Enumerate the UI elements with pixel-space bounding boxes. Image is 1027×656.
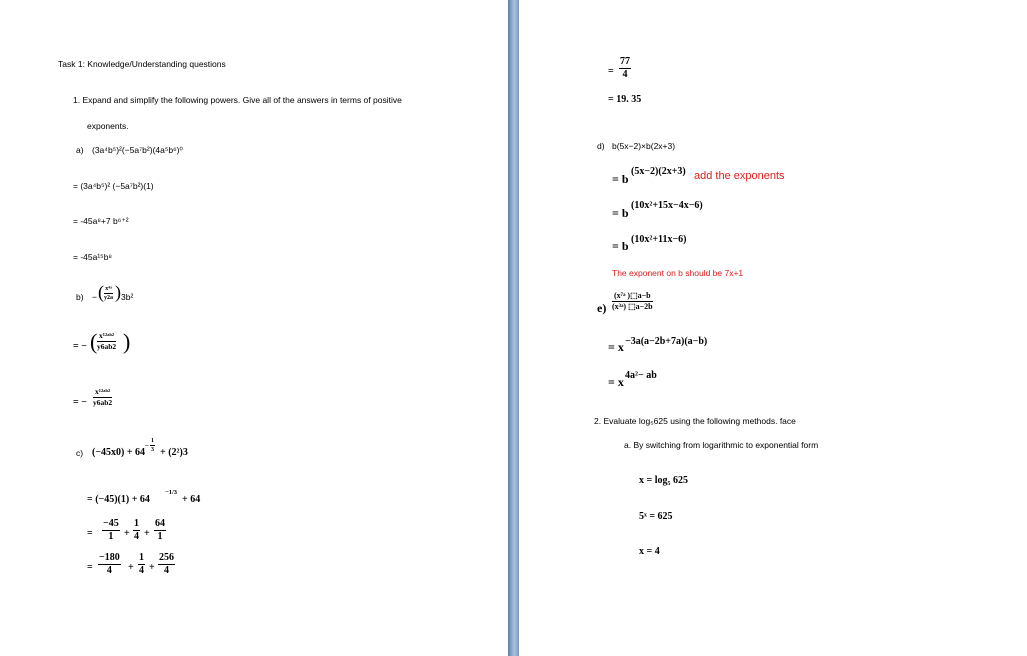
denominator: 4	[139, 565, 144, 576]
numerator: 1	[134, 518, 139, 529]
part-e-step-1: = x	[608, 340, 624, 354]
part-e-step-2: = x	[608, 375, 624, 389]
part-b-step-2-numerator: x¹²ᵃᵇ²	[93, 388, 112, 398]
part-e-fraction	[612, 292, 653, 311]
part-c-tail: + (2²)3	[160, 447, 188, 458]
open-paren: (	[98, 282, 104, 302]
part-c-exponent-numerator: 1	[151, 438, 154, 444]
numerator: 1	[139, 552, 144, 563]
page-divider	[508, 0, 519, 656]
open-paren: (	[90, 329, 98, 354]
numerator: −45	[103, 518, 119, 529]
part-d-label: d)	[597, 141, 605, 151]
part-c-exponent-sign: −	[145, 442, 149, 450]
part-a-step-2: = -45a⁸+7 b⁶⁺²	[73, 216, 129, 226]
plus-sign: +	[144, 528, 150, 539]
part-c-step-1-exponent: −1/3	[165, 489, 178, 496]
part-e-denominator: (x³ᵃ) ⬚a−2b	[612, 302, 653, 311]
part-d-step-2: = b	[612, 206, 629, 220]
part-b-denominator: y2a	[104, 295, 113, 301]
plus-sign: +	[124, 528, 130, 539]
part-c-step-3-fraction-3	[158, 553, 175, 576]
teacher-comment: The exponent on b should be 7x+1	[612, 268, 744, 278]
result-value: = 19. 35	[608, 94, 642, 105]
part-b-tail: 3b²	[121, 292, 134, 302]
part-d-step-2-exponent: (10x²+15x−4x−6)	[631, 200, 703, 211]
part-a-label: a)	[76, 145, 84, 155]
part-b-step-1-denominator: y6ab2	[97, 341, 117, 351]
denominator: 1	[108, 531, 114, 542]
document-page-right	[519, 0, 1027, 656]
question-2-text: 2. Evaluate log₅625 using the following methods. face	[594, 416, 796, 426]
numerator: 64	[155, 518, 165, 529]
part-b-step-1-numerator: x¹²ᵃᵇ²	[97, 332, 116, 342]
part-c-exponent-fraction	[150, 438, 155, 453]
part-c-step-3-fraction-1	[98, 553, 121, 576]
part-c-expression: (−45x0) + 64	[92, 447, 146, 458]
close-paren: )	[123, 329, 131, 354]
denominator: 4	[164, 565, 169, 576]
part-b-minus: −	[92, 292, 97, 302]
close-paren: )	[115, 282, 121, 302]
part-d-step-3-exponent: (10x²+11x−6)	[631, 234, 687, 245]
plus-sign: +	[128, 562, 134, 573]
part-b-step-2-eq: = −	[73, 397, 87, 408]
part-a-step-3: = -45a¹⁵b⁸	[73, 252, 113, 262]
part-c-step-2-eq: =	[87, 528, 93, 539]
part-c-exponent-denominator: 3	[151, 447, 154, 453]
part-c-label: c)	[76, 448, 84, 458]
part-c-step-2-fraction-3	[154, 519, 166, 542]
result-eq: =	[608, 66, 614, 77]
numerator: 77	[620, 56, 630, 67]
numerator: −180	[99, 552, 120, 563]
part-a-expression: (3a⁴b⁵)²(−5a⁷b²)(4a⁵b⁶)⁰	[92, 145, 183, 155]
part-d-step-1: = b	[612, 172, 629, 186]
part-b-label: b)	[76, 292, 84, 302]
part-b-step-1-fraction	[97, 332, 116, 350]
part-e-step-1-exponent: −3a(a−2b+7a)(a−b)	[625, 336, 708, 347]
question-2a-step-3: x = 4	[639, 546, 660, 557]
part-b-step-2-denominator: y6ab2	[93, 397, 113, 407]
part-c-step-1: = (−45)(1) + 64	[87, 494, 150, 505]
part-c-step-2-fraction-1	[102, 519, 120, 542]
part-e-step-2-exponent: 4a²− ab	[625, 370, 657, 381]
part-c-step-3-eq: =	[87, 562, 93, 573]
denominator: 4	[134, 531, 139, 542]
part-b-step-2-fraction	[93, 388, 112, 406]
question-1-text-cont: exponents.	[87, 121, 129, 131]
part-b-fraction	[104, 286, 113, 301]
denominator: 4	[622, 69, 628, 80]
document-page-left	[0, 0, 508, 656]
denominator: 1	[157, 531, 163, 542]
part-c-step-1-tail: + 64	[182, 494, 201, 505]
question-1-text: 1. Expand and simplify the following powers. Give all of the answers in terms of positive	[73, 95, 402, 105]
question-2a-text: a. By switching from logarithmic to exponential form	[624, 440, 819, 450]
part-d-step-1-exponent: (5x−2)(2x+3)	[631, 166, 686, 177]
part-d-step-3: = b	[612, 239, 629, 253]
part-b-numerator: x⁴ᵃ	[105, 286, 112, 292]
question-2a-step-1: x = log₅ 625	[639, 475, 688, 486]
task-title: Task 1: Knowledge/Understanding questions	[58, 59, 226, 69]
question-2a-step-2: 5ˣ = 625	[639, 511, 673, 522]
part-c-step-2-fraction-2	[133, 519, 140, 542]
part-e-label: e)	[597, 301, 607, 315]
part-c-step-3-fraction-2	[138, 553, 145, 576]
part-b-step-1-eq: = −	[73, 341, 87, 352]
result-fraction	[619, 57, 631, 80]
annotation-add-exponents: add the exponents	[694, 170, 785, 182]
part-d-expression: b(5x−2)×b(2x+3)	[612, 141, 676, 151]
part-e-numerator: (x⁷ᵃ )⬚a−b	[614, 291, 651, 300]
denominator: 4	[106, 565, 112, 576]
numerator: 256	[159, 552, 174, 563]
part-a-step-1: = (3a⁴b⁵)² (−5a⁷b²)(1)	[73, 181, 154, 191]
plus-sign: +	[149, 562, 155, 573]
